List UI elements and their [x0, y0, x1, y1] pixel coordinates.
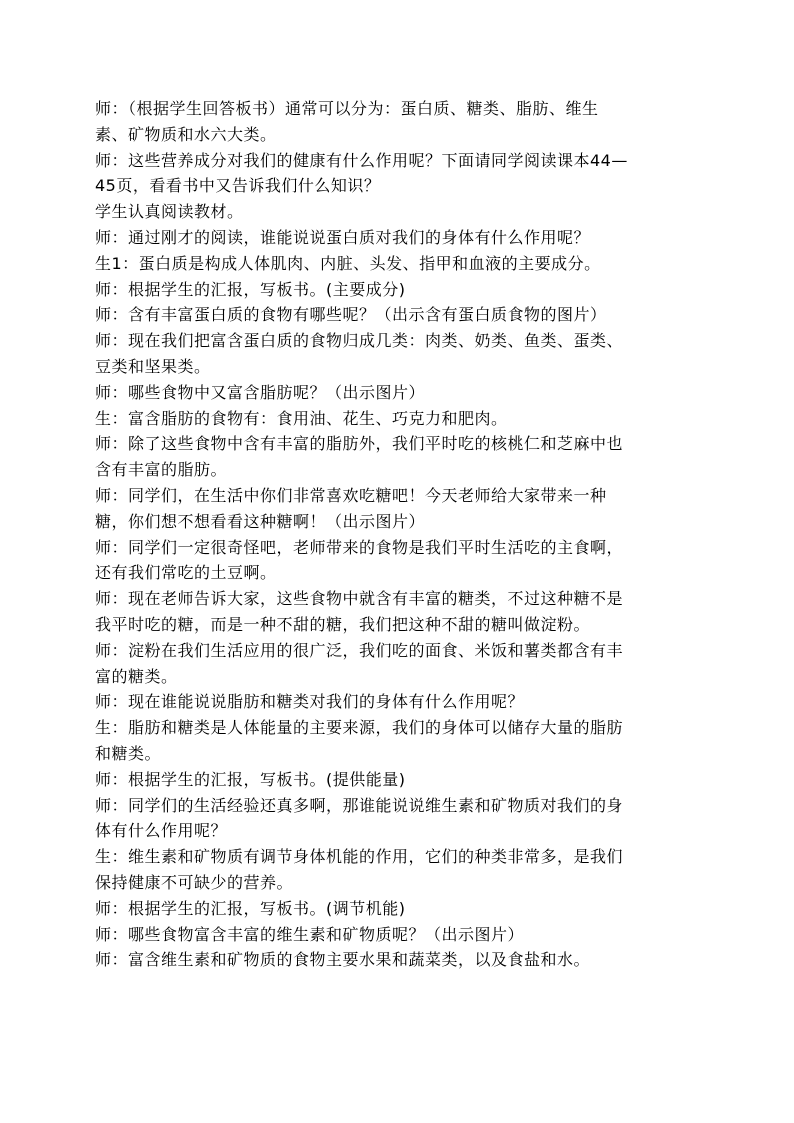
text-line: 师：通过刚才的阅读，谁能说说蛋白质对我们的身体有什么作用呢？: [95, 227, 591, 247]
text-line: 师：同学们，在生活中你们非常喜欢吃糖吧！今天老师给大家带来一种: [95, 485, 607, 505]
text-line: 师：同学们的生活经验还真多啊，那谁能说说维生素和矿物质对我们的身: [95, 795, 624, 815]
text-line: 师：同学们一定很奇怪吧，老师带来的食物是我们平时生活吃的主食啊，: [95, 537, 624, 557]
text-line: 我平时吃的糖，而是一种不甜的糖，我们把这种不甜的糖叫做淀粉。: [95, 614, 591, 634]
text-line: 师：淀粉在我们生活应用的很广泛，我们吃的面食、米饭和薯类都含有丰: [95, 640, 624, 660]
text-line: 糖，你们想不想看看这种糖啊！（出示图片）: [95, 511, 426, 531]
text-line: 和糖类。: [95, 743, 162, 763]
text-line: 师：富含维生素和矿物质的食物主要水果和蔬菜类，以及食盐和水。: [95, 950, 591, 970]
text-line: 生：脂肪和糖类是人体能量的主要来源，我们的身体可以储存大量的脂肪: [95, 718, 624, 738]
text-line: 还有我们常吃的土豆啊。: [95, 563, 277, 583]
text-line: 生1：蛋白质是构成人体肌肉、内脏、头发、指甲和血液的主要成分。: [95, 253, 601, 273]
text-line: 学生认真阅读教材。: [95, 202, 244, 222]
text-line: 师：现在我们把富含蛋白质的食物归成几类：肉类、奶类、鱼类、蛋类、: [95, 331, 624, 351]
text-line: 师：哪些食物富含丰富的维生素和矿物质呢？（出示图片）: [95, 924, 525, 944]
text-line: 师：（根据学生回答板书）通常可以分为：蛋白质、糖类、脂肪、维生: [95, 99, 599, 118]
text-line: 师：现在谁能说说脂肪和糖类对我们的身体有什么作用呢？: [95, 692, 525, 712]
text-line: 师：现在老师告诉大家，这些食物中就含有丰富的糖类，不过这种糖不是: [95, 589, 624, 609]
text-line: 师：含有丰富蛋白质的食物有哪些呢？（出示含有蛋白质食物的图片）: [95, 305, 607, 325]
text-line: 师：这些营养成分对我们的健康有什么作用呢？下面请同学阅读课本44—: [95, 150, 628, 170]
text-line: 体有什么作用呢？: [95, 821, 228, 841]
text-line: 师：除了这些食物中含有丰富的脂肪外，我们平时吃的核桃仁和芝麻中也: [95, 434, 624, 454]
text-line: 师：哪些食物中又富含脂肪呢？（出示图片）: [95, 382, 426, 402]
text-line: 保持健康不可缺少的营养。: [95, 872, 294, 892]
text-line: 师：根据学生的汇报，写板书。(提供能量): [95, 769, 406, 789]
text-line: 富的糖类。: [95, 666, 178, 686]
text-line: 生：富含脂肪的食物有：食用油、花生、巧克力和肥肉。: [95, 408, 508, 428]
text-line: 素、矿物质和水六大类。: [95, 124, 277, 144]
text-line: 45页，看看书中又告诉我们什么知识？: [95, 176, 381, 196]
text-line: 豆类和坚果类。: [95, 356, 211, 376]
text-line: 含有丰富的脂肪。: [95, 460, 228, 480]
text-line: 生：维生素和矿物质有调节身体机能的作用，它们的种类非常多，是我们: [95, 847, 624, 867]
document-body: [95, 96, 705, 973]
text-line: 师：根据学生的汇报，写板书。(调节机能): [95, 898, 406, 918]
text-line: 师：根据学生的汇报，写板书。(主要成分): [95, 279, 406, 299]
